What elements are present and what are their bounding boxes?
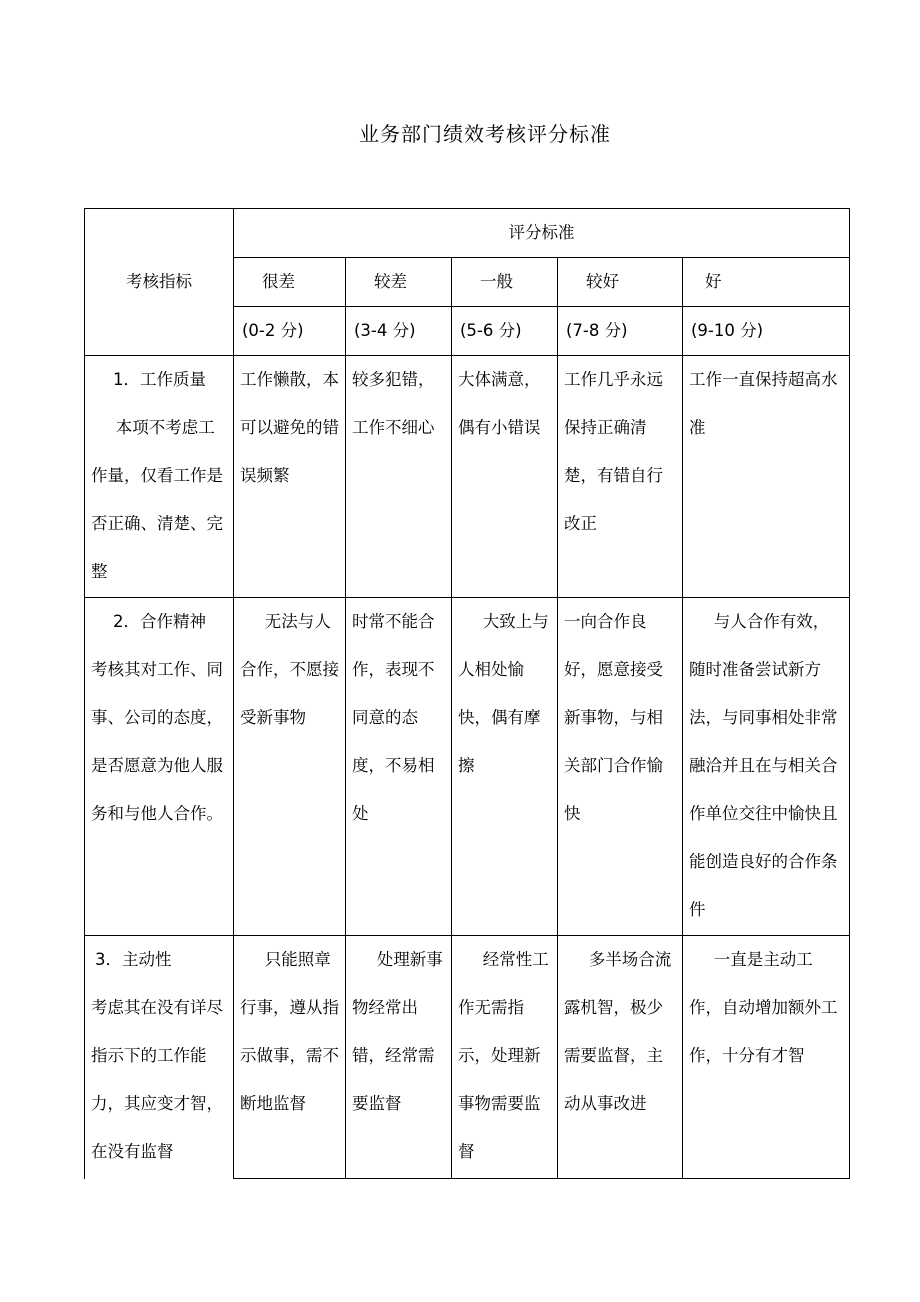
score-cell: 工作一直保持超高水准: [683, 356, 850, 598]
score-cell: 多半场合流露机智，极少需要监督，主动从事改进: [558, 936, 683, 1179]
score-cell: 大体满意，偶有小错误: [452, 356, 558, 598]
score-cell: 一向合作良好，愿意接受新事物，与相关部门合作愉快: [558, 598, 683, 936]
grade-range: (7-8 分): [558, 307, 683, 356]
page-title: 业务部门绩效考核评分标准: [359, 122, 611, 146]
grade-label: 较好: [558, 258, 683, 307]
criterion-description: 本项不考虑工作量，仅看工作是否正确、清楚、完整: [91, 418, 223, 581]
score-cell: 处理新事物经常出错，经常需要监督: [346, 936, 452, 1179]
criterion-title: 3．主动性: [95, 950, 172, 969]
grade-label: 一般: [452, 258, 558, 307]
score-cell: 大致上与人相处愉快，偶有摩擦: [452, 598, 558, 936]
grade-range: (5-6 分): [452, 307, 558, 356]
score-cell: 无法与人合作，不愿接受新事物: [234, 598, 346, 936]
score-table: [84, 208, 850, 1179]
score-cell: 较多犯错，工作不细心: [346, 356, 452, 598]
criterion-description: 考虑其在没有详尽指示下的工作能力，其应变才智，在没有监督: [91, 998, 223, 1161]
score-cell: 一直是主动工作，自动增加额外工作，十分有才智: [683, 936, 850, 1179]
criterion-header-bottom: [85, 307, 234, 356]
table-row: [85, 598, 850, 936]
blank-corner-cell: [85, 209, 234, 258]
criterion-title: 1．工作质量: [113, 370, 206, 389]
score-standard-header: 评分标准: [234, 209, 850, 258]
criterion-title: 2．合作精神: [113, 612, 206, 631]
criterion-header: 考核指标: [85, 258, 234, 307]
score-cell: 时常不能合作，表现不同意的态度，不易相处: [346, 598, 452, 936]
criterion-cell: [85, 936, 234, 1179]
table-row: [85, 936, 850, 1179]
score-cell: 工作几乎永远保持正确清楚，有错自行改正: [558, 356, 683, 598]
grade-range: (9-10 分): [683, 307, 850, 356]
score-cell: 与人合作有效，随时准备尝试新方法，与同事相处非常融洽并且在与相关合作单位交往中愉快且能创造良好的合作条件: [683, 598, 850, 936]
grade-label: 较差: [346, 258, 452, 307]
grade-range: (0-2 分): [234, 307, 346, 356]
table-row: [85, 356, 850, 598]
grade-label: 很差: [234, 258, 346, 307]
score-cell: 只能照章行事，遵从指示做事，需不断地监督: [234, 936, 346, 1179]
criterion-description: 考核其对工作、同事、公司的态度，是否愿意为他人服务和与他人合作。: [91, 660, 223, 823]
score-cell: 经常性工作无需指示，处理新事物需要监督: [452, 936, 558, 1179]
score-cell: 工作懒散，本可以避免的错误频繁: [234, 356, 346, 598]
criterion-cell: [85, 598, 234, 936]
grade-label: 好: [683, 258, 850, 307]
criterion-cell: [85, 356, 234, 598]
grade-range: (3-4 分): [346, 307, 452, 356]
